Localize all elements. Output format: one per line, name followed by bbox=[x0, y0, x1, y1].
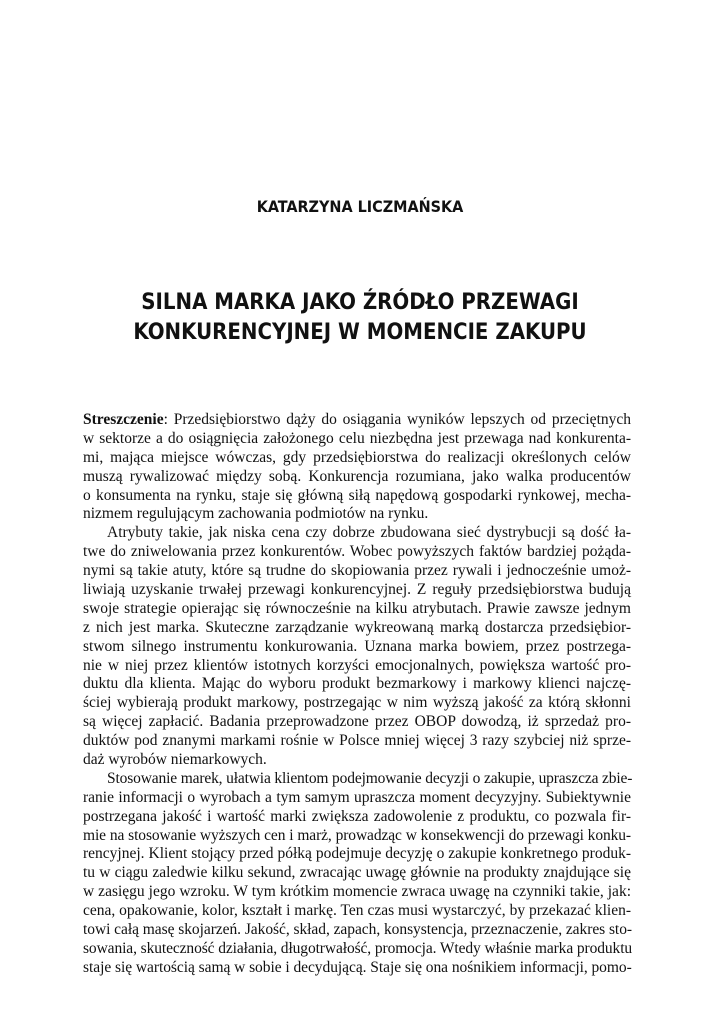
text-line: w zasięgu jego wzroku. W tym krótkim momencie zwraca uwagę na czynniki takie, jak: bbox=[83, 883, 631, 901]
text-line: ranie informacji o wyrobach a tym samym upraszcza moment decyzyjny. Subiektywnie bbox=[83, 788, 631, 806]
text-line: duktu dla klienta. Mając do wyboru produkt bezmarkowy i markowy klienci najczę- bbox=[83, 675, 631, 693]
text-line: rencyjnej. Klient stojący przed półką podejmuje decyzję o zakupie konkretnego produk- bbox=[83, 845, 631, 863]
text-line: towi całą masę skojarzeń. Jakość, skład, zapach, konsystencja, przeznaczenie, zakres sto- bbox=[83, 921, 633, 939]
text-line: ściej wybierają produkt markowy, postrzegając w nim wyższą jakość za którą skłonni bbox=[83, 694, 631, 712]
text-line: postrzegana jakość i wartość marki zwiększa zadowolenie z produktu, co pozwala fir- bbox=[83, 807, 631, 825]
title-line: SILNA MARKA JAKO ŹRÓDŁO PRZEWAGI bbox=[141, 290, 579, 315]
text-line: nizmem regulującym zachowania podmiotów na rynku. bbox=[83, 505, 429, 523]
text-line: są więcej zapłacić. Badania przeprowadzone przez OBOP dowodzą, iż sprzedaż pro- bbox=[83, 713, 631, 731]
text-line: w sektorze a do osiągnięcia założonego celu niezbędna jest przewaga nad konkurenta- bbox=[83, 429, 631, 447]
text-line: swoje strategie opierając się równocześnie na kilku atrybutach. Prawie zawsze jednym bbox=[83, 599, 631, 617]
text-line: duktów pod znanymi markami rośnie w Polsce mniej więcej 3 razy szybciej niż sprze- bbox=[83, 732, 631, 750]
text-line: muszą rywalizować między sobą. Konkurencja rozumiana, jako walka producentów bbox=[83, 467, 631, 485]
text-line bbox=[83, 411, 631, 430]
text-line: liwiają uzyskanie trwałej przewagi konkurencyjnej. Z reguły przedsiębiorstwa budują bbox=[83, 581, 631, 599]
text-line: tu w ciągu zaledwie kilku sekund, zwracając uwagę głównie na produkty znajdujące się bbox=[83, 864, 631, 882]
article-title bbox=[0, 288, 720, 348]
text-line: Stosowanie marek, ułatwia klientom podejmowanie decyzji o zakupie, upraszcza zbie- bbox=[107, 769, 633, 787]
text-line: nie w niej przez klientów istotnych korzyści emocjonalnych, powiększa wartość pro- bbox=[83, 656, 631, 674]
text-line: staje się wartością samą w sobie i decydującą. Staje się ona nośnikiem informacji, pomo- bbox=[83, 958, 632, 976]
abstract-label: Streszczenie bbox=[83, 411, 164, 428]
author-name: KATARZYNA LICZMAŃSKA bbox=[256, 197, 464, 216]
text-line: mie na stosowanie wyższych cen i marż, prowadząc w konsekwencji do przewagi konku- bbox=[83, 826, 631, 844]
text-line: nymi są takie atuty, które są trudne do skopiowania przez rywali i jednocześnie umoż- bbox=[83, 562, 631, 580]
text-line: cena, opakowanie, kolor, kształt i markę. Ten czas musi wystarczyć, by przekazać klien- bbox=[83, 902, 631, 920]
text-line: o konsumenta na rynku, staje się główną siłą napędową gospodarki rynkowej, mecha- bbox=[83, 486, 631, 504]
text-line: twe do zniwelowania przez konkurentów. Wobec powyższych faktów bardziej pożąda- bbox=[83, 543, 631, 561]
text-line: daż wyrobów niemarkowych. bbox=[83, 751, 267, 769]
text-line: stwom silnego instrumentu konkurowania. Uznana marka bowiem, przez postrzega- bbox=[83, 637, 631, 655]
text-line: Atrybuty takie, jak niska cena czy dobrze zbudowana sieć dystrybucji są dość ła- bbox=[107, 524, 631, 542]
title-line: KONKURENCYJNEJ W MOMENCIE ZAKUPU bbox=[133, 320, 587, 345]
text-line: z nich jest marka. Skuteczne zarządzanie wykreowaną marką dostarcza przedsiębior- bbox=[83, 618, 631, 636]
text-line: sowania, skuteczność działania, długotrwałość, promocja. Wtedy właśnie marka produktu bbox=[83, 939, 633, 957]
abstract-body bbox=[83, 411, 631, 978]
text-line-content: : Przedsiębiorstwo dąży do osiągania wyników lepszych od przeciętnych bbox=[163, 411, 631, 428]
text-line: mi, mająca miejsce wówczas, gdy przedsiębiorstwa do realizacji określonych celów bbox=[83, 448, 631, 466]
